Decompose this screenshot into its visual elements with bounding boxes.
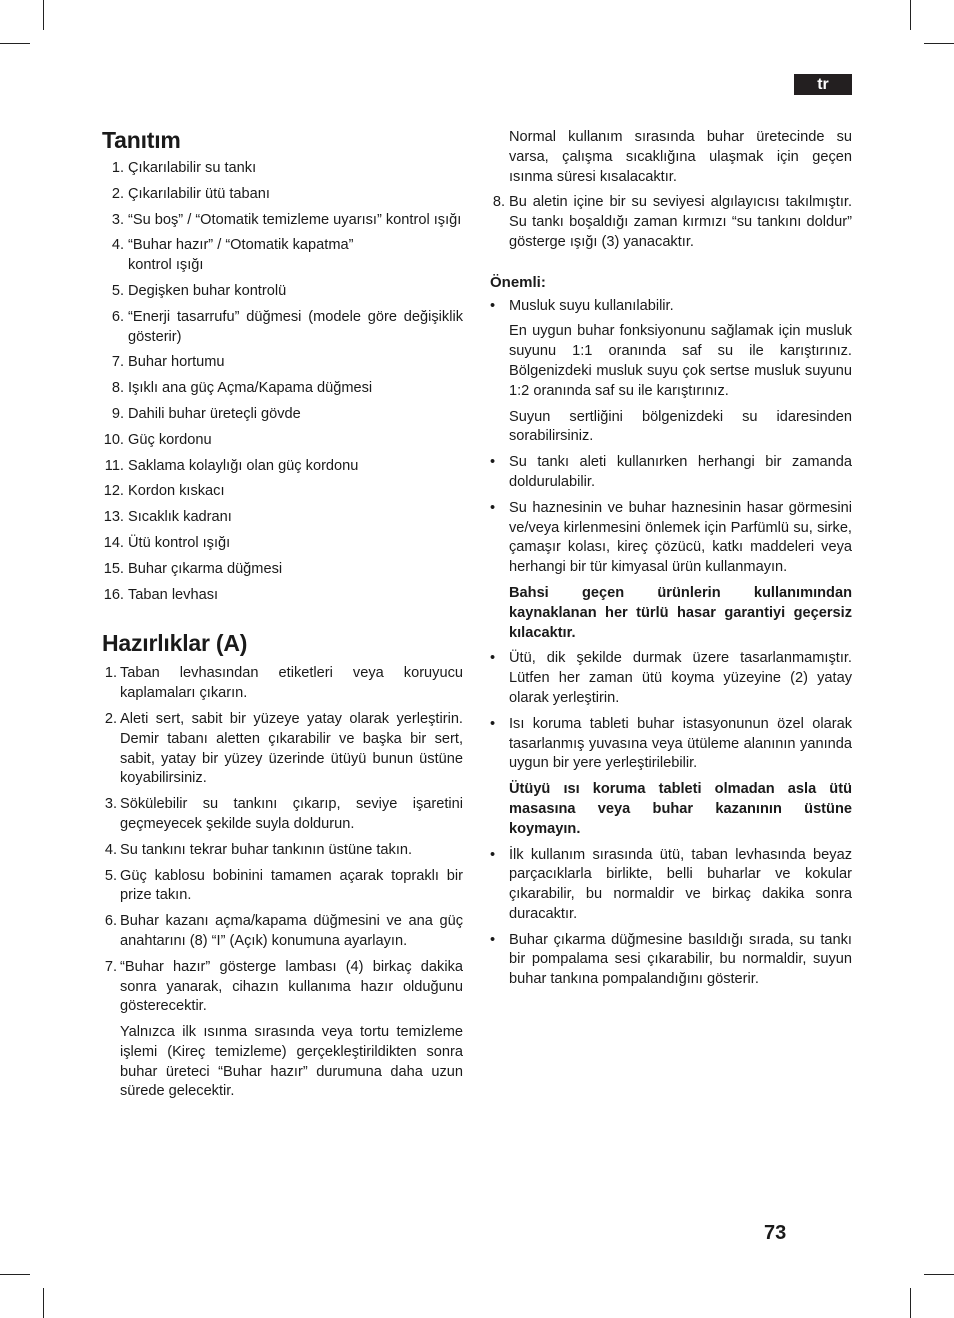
list-item: • Su tankı aleti kullanırken herhangi bir zamanda doldurulabilir. — [490, 454, 852, 490]
paragraph: En uygun buhar fonksiyonunu sağlamak için musluk suyunu 1:1 oranında saf su ile karıştırınız. Bölgenizdeki musluk suyu çok sertse musluk suyunu 1:2 oranında saf su ile karıştırınız. — [509, 323, 852, 399]
crop-mark — [43, 1288, 44, 1318]
item7-note: Yalnızca ilk ısınma sırasında veya tortu temizleme işlemi (Kireç temizleme) gerçekleştirildikten sonra buhar üreteci “Buhar hazır” durumuna daha uzun sürede gelecektir. — [120, 1024, 463, 1100]
list-item: 5. Güç kablosu bobinini tamamen açarak topraklı bir prize takın. — [104, 867, 463, 904]
list-item: 3. Sökülebilir su tankını çıkarıp, seviye işaretini geçmeyecek şekilde suyla doldurun. — [104, 796, 463, 832]
list-item: 16. Taban levhası — [103, 586, 219, 603]
preparation-list — [102, 664, 463, 1017]
list-item: 1. Çıkarılabilir su tankı — [111, 160, 257, 176]
left-column — [102, 126, 463, 1108]
list-item: 10. Güç kordonu — [103, 431, 212, 448]
bullet-icon: • — [490, 297, 496, 314]
list-item: • Ütü, dik şekilde durmak üzere tasarlanmamıştır. Lütfen her zaman ütü koyma yüzeyine (2) yatay olarak yerleştirin. — [490, 650, 852, 706]
list-item: 8. Işıklı ana güç Açma/Kapama düğmesi — [111, 380, 373, 397]
list-item: 8. Bu aletin içine bir su seviyesi algılayıcısı takılmıştır. Su tankı boşaldığı zaman kırmızı “su tankını doldur” gösterge ışığı (3) yanacaktır. — [492, 194, 852, 250]
crop-mark — [0, 1274, 30, 1275]
item7-continuation: Normal kullanım sırasında buhar üretecinde su varsa, çalışma sıcaklığına ulaşmak için geçen ısınma süresi kısalacaktır. — [509, 129, 852, 185]
list-item: 3. “Su boş” / “Otomatik temizleme uyarısı” kontrol ışığı — [111, 211, 462, 228]
list-item: 14. Ütü kontrol ışığı — [103, 534, 231, 551]
preparation-list-cont — [490, 193, 852, 252]
list-item: 6. Buhar kazanı açma/kapama düğmesini ve ana güç anahtarını (8) “I” (Açık) konumuna ayarlayın. — [104, 913, 463, 949]
list-item: • Isı koruma tableti buhar istasyonunun özel olarak tasarlanmış yuvasına veya ütüleme alanının yanında uygun bir yere yerleştirilebilir. — [490, 715, 852, 772]
list-item: 2. Aleti sert, sabit bir yüzeye yatay olarak yerleştirin. Demir tabanı aletten çıkarabilir ve başka bir sert, sabit, yatay bir yüzey üzerinde ütüyü bunun üstüne koyabilirsiniz. — [104, 710, 463, 787]
list-item: 7. “Buhar hazır” gösterge lambası (4) birkaç dakika sonra yanarak, cihazın kullanıma hazır olduğunu gösterecektir. — [104, 958, 463, 1015]
list-item: 15. Buhar çıkarma düğmesi — [103, 560, 283, 577]
list-item: • Su haznesinin ve buhar haznesinin hasar görmesini ve/veya kirlenmesini önlemek için Parfümlü su, sirke, çamaşır kolası, kireç çözücü, katkı maddeleri veya herhangi bir tür kimyasal ürün kullanmayın. — [490, 499, 852, 576]
list-item: 9. Dahili buhar üreteçli gövde — [111, 405, 301, 422]
bullet-icon: • — [490, 846, 496, 863]
important-heading: Önemli: — [490, 273, 546, 291]
page-number: 73 — [764, 1222, 787, 1244]
crop-mark — [910, 0, 911, 30]
list-item: 11. Saklama kolaylığı olan güç kordonu — [104, 457, 359, 474]
list-item: 7. Buhar hortumu — [111, 354, 225, 371]
crop-mark — [910, 1288, 911, 1318]
crop-mark — [43, 0, 44, 30]
bullet-icon: • — [490, 715, 496, 732]
bullet-icon: • — [490, 650, 496, 667]
bullet-icon: • — [490, 931, 496, 948]
list-item: • Buhar çıkarma düğmesine basıldığı sırada, su tankı bir pompalama sesi çıkarabilir, bu normaldir, suyun buhar tankına pompalandığını gösterir. — [490, 931, 852, 988]
language-tag: tr — [794, 74, 852, 95]
crop-mark — [924, 1274, 954, 1275]
section-title-intro: Tanıtım — [102, 127, 181, 153]
important-list — [490, 453, 852, 578]
list-item: 13. Sıcaklık kadranı — [103, 509, 232, 526]
list-item: • Musluk suyu kullanılabilir. — [490, 297, 852, 317]
list-item: 4. Su tankını tekrar buhar tankının üstüne takın. — [104, 841, 413, 858]
list-item: 4. “Buhar hazır” / “Otomatik kapatma” kontrol ışığı — [111, 237, 354, 274]
parts-list — [102, 159, 463, 605]
list-item: • İlk kullanım sırasında ütü, taban levhasında beyaz parçacıklarla birlikte, belli buharlar ve kokular çıkarabilir, bu normaldir ve birkaç dakika sonra duracaktır. — [490, 846, 852, 922]
list-item: 6. “Enerji tasarrufu” düğmesi (modele göre değişiklik gösterir) — [111, 308, 463, 345]
important-list — [490, 649, 852, 774]
paragraph: Suyun sertliğini bölgenizdeki su idaresinden sorabilirsiniz. — [509, 408, 852, 445]
bullet-icon: • — [490, 499, 496, 516]
crop-mark — [924, 43, 954, 44]
right-column — [490, 128, 852, 996]
list-item: 2. Çıkarılabilir ütü tabanı — [111, 185, 270, 202]
list-item: 1. Taban levhasından etiketleri veya koruyucu kaplamaları çıkarın. — [104, 665, 463, 702]
list-item: 12. Kordon kıskacı — [103, 483, 225, 500]
warning-paragraph: Bahsi geçen ürünlerin kullanımından kaynaklanan her türlü hasar garantiyi geçersiz kılacaktır. — [509, 584, 852, 641]
important-list — [490, 846, 852, 991]
bullet-icon: • — [490, 454, 496, 471]
important-list — [490, 297, 852, 317]
crop-mark — [0, 43, 30, 44]
list-item: 5. Degişken buhar kontrolü — [111, 282, 287, 299]
section-title-preparation: Hazırlıklar (A) — [102, 630, 248, 657]
warning-paragraph: Ütüyü ısı koruma tableti olmadan asla ütü masasına veya buhar kazanının üstüne koymayın. — [509, 781, 852, 837]
